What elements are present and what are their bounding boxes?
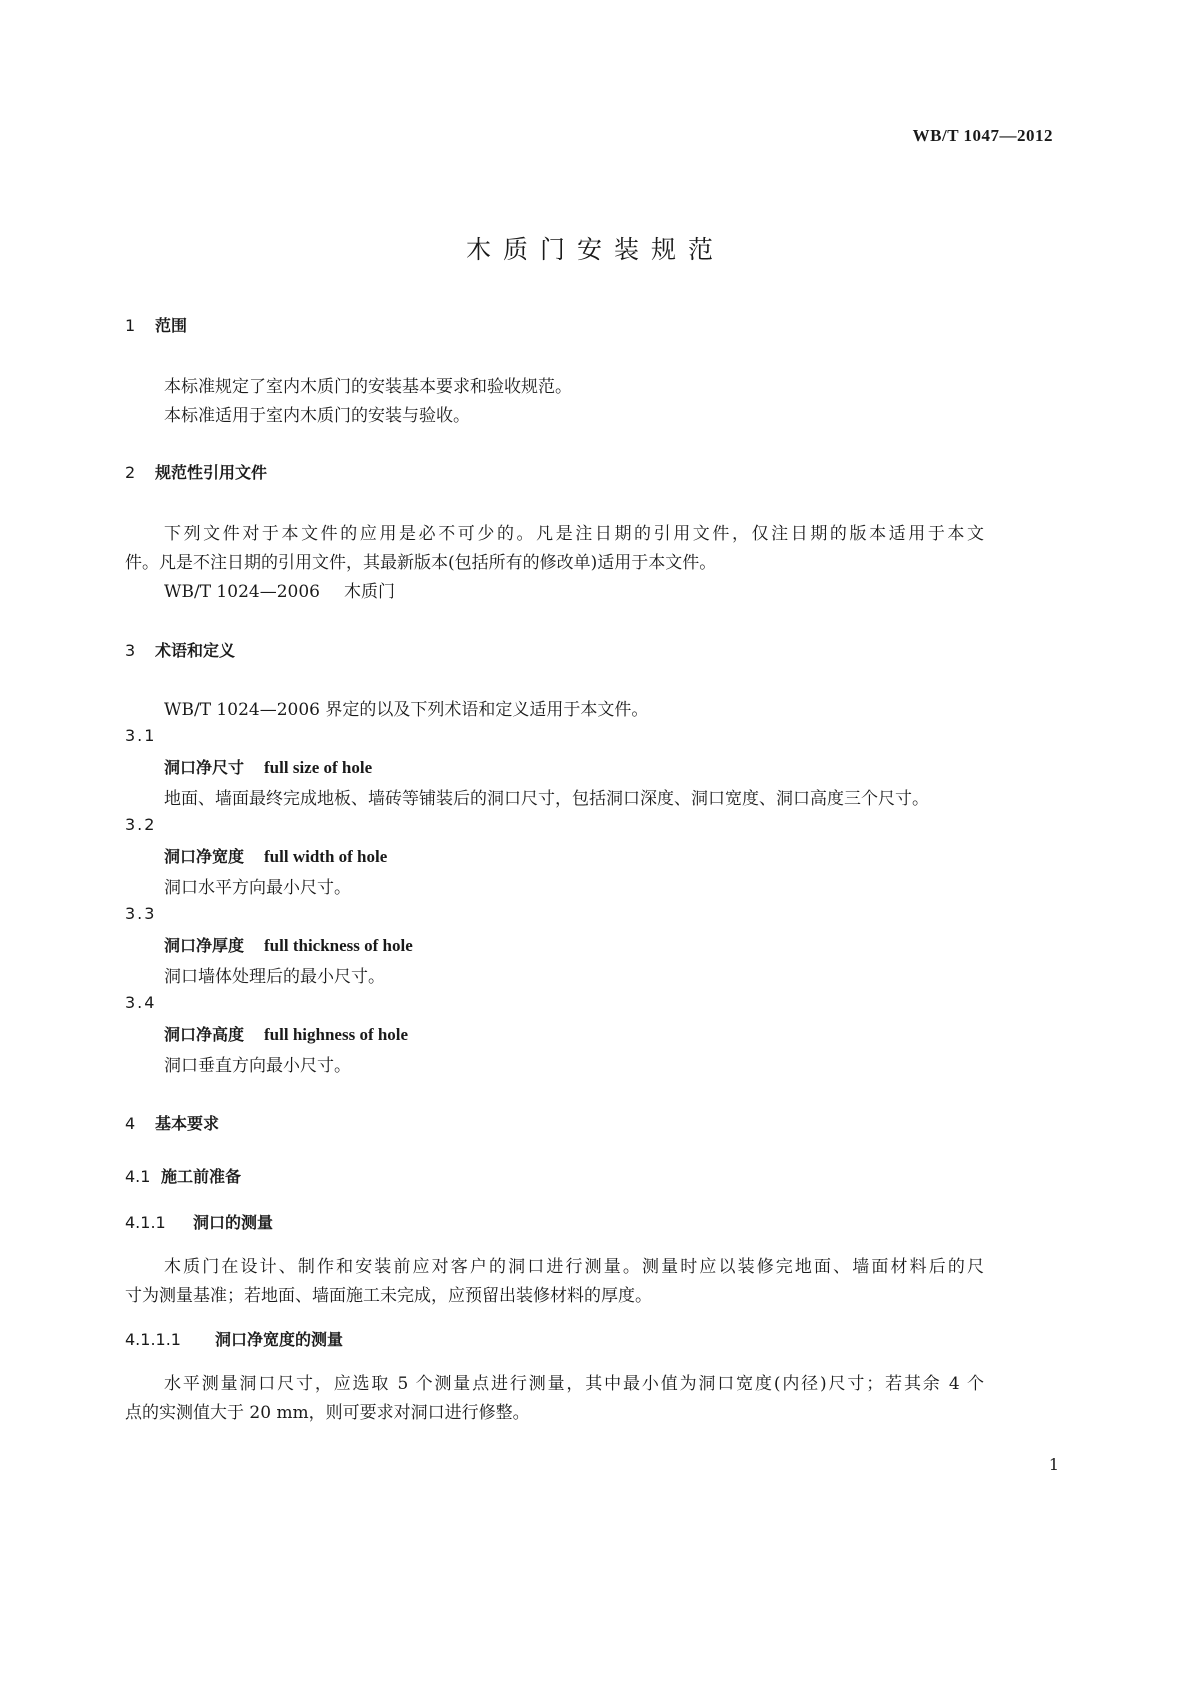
term-zh: 洞口净高度 xyxy=(164,1025,245,1044)
paragraph: 寸为测量基准；若地面、墙面施工未完成，应预留出装修材料的厚度。 xyxy=(125,1286,652,1306)
section-title: 规范性引用文件 xyxy=(155,463,268,482)
paragraph: 下列文件对于本文件的应用是必不可少的。凡是注日期的引用文件，仅注日期的版本适用于本文 xyxy=(164,524,984,544)
term-number: 3.2 xyxy=(125,815,157,834)
reference-code: WB/T 1024—2006 xyxy=(164,582,320,602)
section-number: 4 xyxy=(125,1114,136,1133)
subsection-title: 洞口净宽度的测量 xyxy=(215,1330,344,1349)
section-title: 范围 xyxy=(155,316,188,335)
term-zh: 洞口净宽度 xyxy=(164,847,245,866)
section-title: 基本要求 xyxy=(155,1114,220,1133)
subsection-4-1-1-heading xyxy=(125,1210,273,1233)
subsection-4-1-1-1-heading xyxy=(125,1327,343,1350)
subsection-number: 4.1.1 xyxy=(125,1213,166,1232)
paragraph: 件。凡是不注日期的引用文件，其最新版本(包括所有的修改单)适用于本文件。 xyxy=(125,553,717,573)
term-en: full highness of hole xyxy=(264,1025,409,1044)
section-title: 术语和定义 xyxy=(155,641,236,660)
paragraph: WB/T 1024—2006 界定的以及下列术语和定义适用于本文件。 xyxy=(164,700,649,720)
subsection-number: 4.1 xyxy=(125,1167,151,1186)
term-number: 3.4 xyxy=(125,993,157,1012)
term-en: full width of hole xyxy=(264,847,388,866)
section-3-heading xyxy=(125,638,235,661)
paragraph: 点的实测值大于 20 mm，则可要求对洞口进行修整。 xyxy=(125,1403,530,1423)
subsection-number: 4.1.1.1 xyxy=(125,1330,181,1349)
term-heading xyxy=(164,844,387,867)
term-en: full size of hole xyxy=(264,758,373,777)
term-heading xyxy=(164,933,413,956)
term-definition: 洞口墙体处理后的最小尺寸。 xyxy=(164,967,385,987)
paragraph: 木质门在设计、制作和安装前应对客户的洞口进行测量。测量时应以装修完地面、墙面材料后的尺 xyxy=(164,1257,984,1277)
term-definition: 洞口垂直方向最小尺寸。 xyxy=(164,1056,351,1076)
term-definition: 洞口水平方向最小尺寸。 xyxy=(164,878,351,898)
paragraph: 本标准规定了室内木质门的安装基本要求和验收规范。 xyxy=(164,377,572,397)
term-heading xyxy=(164,755,372,778)
section-2-heading xyxy=(125,460,267,483)
page-number: 1 xyxy=(1048,1455,1059,1474)
term-zh: 洞口净尺寸 xyxy=(164,758,245,777)
subsection-title: 洞口的测量 xyxy=(193,1213,274,1232)
reference-title: 木质门 xyxy=(343,582,395,602)
paragraph: 本标准适用于室内木质门的安装与验收。 xyxy=(164,406,470,426)
standard-code: WB/T 1047—2012 xyxy=(912,126,1053,145)
section-number: 2 xyxy=(125,463,136,482)
document-title: 木质门安装规范 xyxy=(465,235,725,264)
section-1-heading xyxy=(125,313,187,336)
term-definition: 地面、墙面最终完成地板、墙砖等铺装后的洞口尺寸，包括洞口深度、洞口宽度、洞口高度三个尺寸。 xyxy=(164,789,929,809)
section-number: 3 xyxy=(125,641,136,660)
term-number: 3.1 xyxy=(125,726,157,745)
paragraph: 水平测量洞口尺寸，应选取 5 个测量点进行测量，其中最小值为洞口宽度(内径)尺寸；若其余 4 个 xyxy=(164,1374,984,1394)
reference-entry xyxy=(164,577,395,602)
term-en: full thickness of hole xyxy=(264,936,413,955)
section-4-heading xyxy=(125,1111,219,1134)
term-zh: 洞口净厚度 xyxy=(164,936,245,955)
section-number: 1 xyxy=(125,316,136,335)
subsection-4-1-heading xyxy=(125,1164,241,1187)
subsection-title: 施工前准备 xyxy=(161,1167,242,1186)
term-heading xyxy=(164,1022,408,1045)
term-number: 3.3 xyxy=(125,904,157,923)
